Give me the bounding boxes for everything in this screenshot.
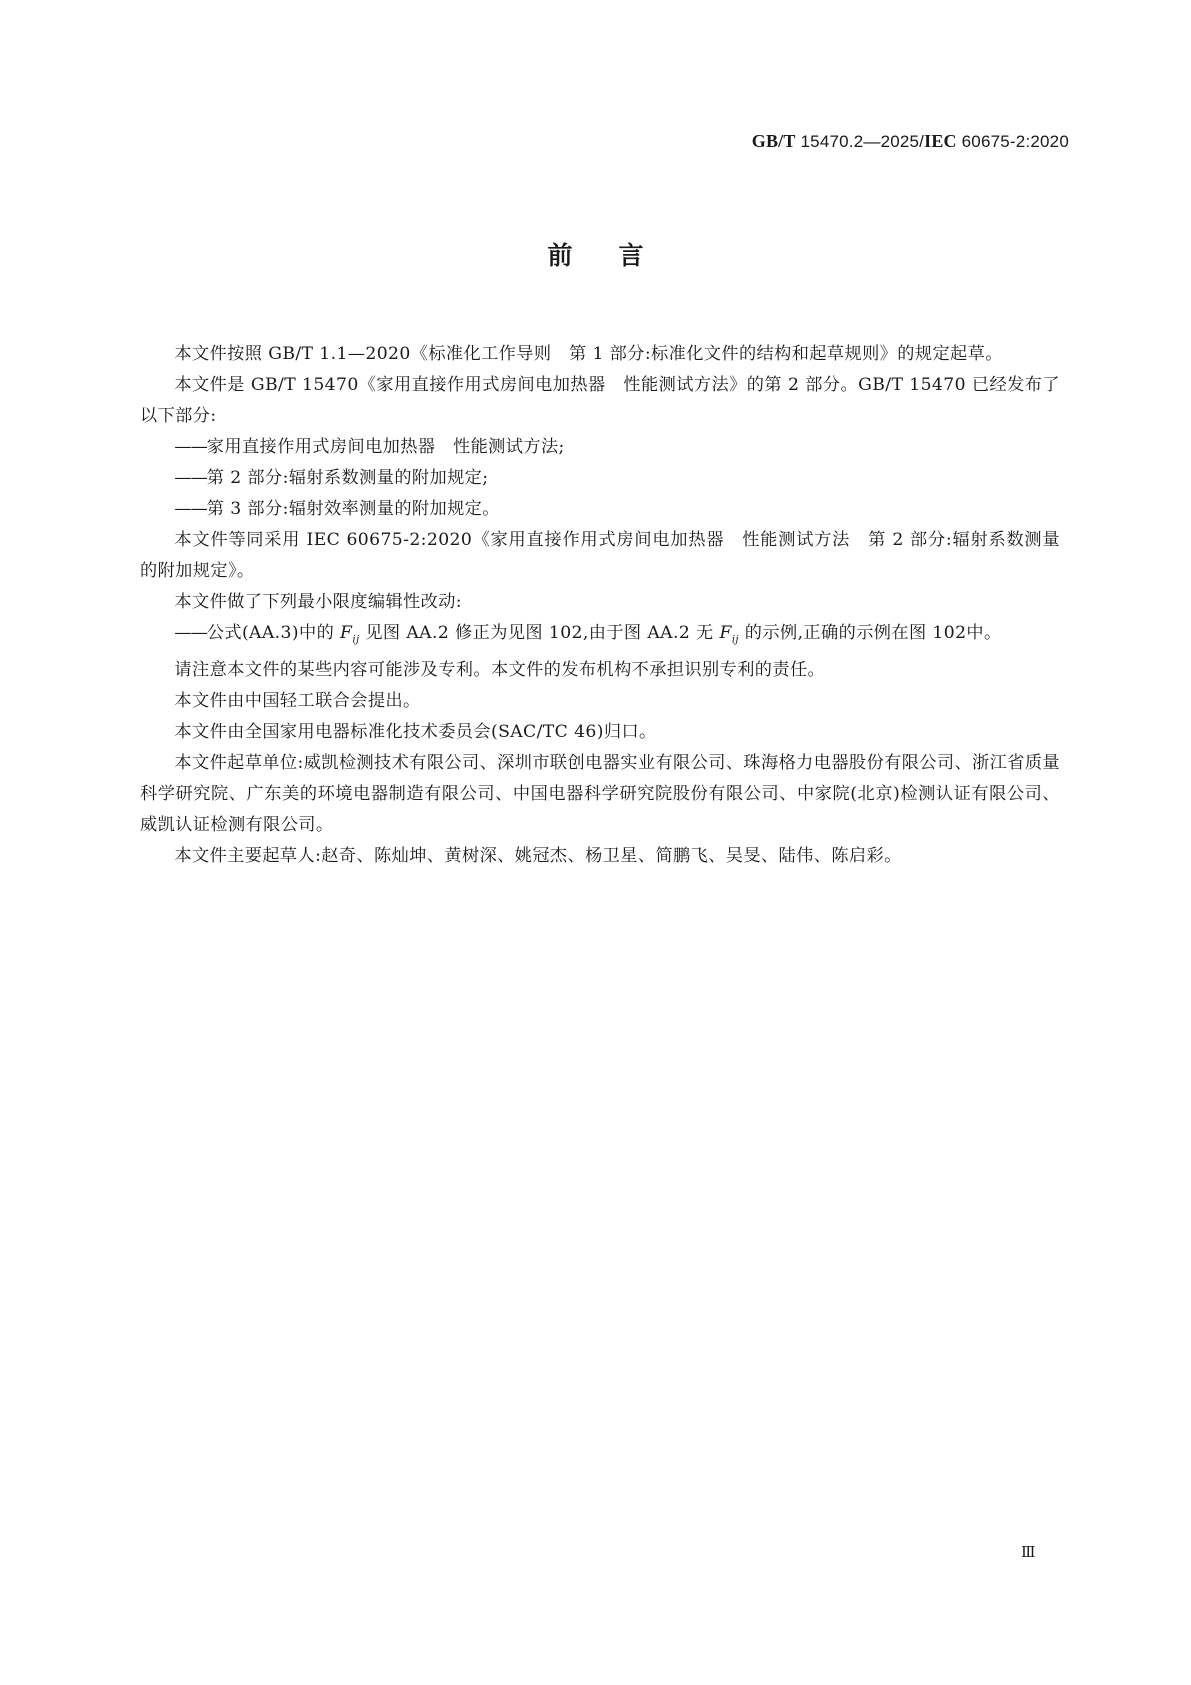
paragraph-drafting-rules: 本文件按照 GB/T 1.1—2020《标准化工作导则 第 1 部分:标准化文件的结构和起草规则》的规定起草。 bbox=[174, 344, 1003, 364]
paragraph-administered-by: 本文件由全国家用电器标准化技术委员会(SAC/TC 46)归口。 bbox=[174, 722, 657, 743]
iec-number: 60675-2:2020 bbox=[956, 132, 1069, 151]
list-item-part-1 bbox=[140, 432, 1060, 463]
paragraph-drafters: 本文件主要起草人:赵奇、陈灿坤、黄树深、姚冠杰、杨卫星、简鹏飞、吴旻、陆伟、陈启彩。 bbox=[174, 846, 902, 867]
list-item-part-2 bbox=[140, 463, 1060, 494]
standard-prefix: GB/T bbox=[751, 131, 796, 151]
change-text-3: 的示例,正确的示例在图 102中。 bbox=[738, 623, 1002, 643]
variable-f-ij bbox=[719, 623, 739, 646]
dash-marker: —— bbox=[174, 468, 207, 488]
dash-marker: —— bbox=[174, 437, 207, 457]
paragraph-series-info: 本文件是 GB/T 15470《家用直接作用式房间电加热器 性能测试方法》的第 2 部分。GB/T 15470 已经发布了以下部分: bbox=[140, 375, 1060, 426]
dash-marker: —— bbox=[174, 499, 207, 519]
list-item-part-3 bbox=[140, 494, 1060, 525]
list-item-text: 第 3 部分:辐射效率测量的附加规定。 bbox=[206, 499, 500, 519]
standard-number: 15470.2—2025/ bbox=[795, 132, 925, 151]
change-text-2: 见图 AA.2 修正为见图 102,由于图 AA.2 无 bbox=[359, 623, 720, 643]
dash-marker: —— bbox=[174, 623, 207, 643]
list-item-text: 家用直接作用式房间电加热器 性能测试方法; bbox=[206, 437, 565, 457]
variable-symbol: F bbox=[340, 623, 353, 643]
iec-prefix: IEC bbox=[924, 131, 957, 151]
paragraph-drafting-organizations: 本文件起草单位:威凯检测技术有限公司、深圳市联创电器实业有限公司、珠海格力电器股份有限公司、浙江省质量科学研究院、广东美的环境电器制造有限公司、中国电器科学研究院股份有限公司、中家院(北京)检测认证有限公司、威凯认证检测有限公司。 bbox=[140, 753, 1060, 836]
variable-subscript: ij bbox=[731, 634, 739, 646]
list-item-editorial-change bbox=[140, 618, 1060, 655]
list-item-text: 第 2 部分:辐射系数测量的附加规定; bbox=[206, 468, 489, 488]
paragraph-editorial-changes: 本文件做了下列最小限度编辑性改动: bbox=[174, 592, 462, 612]
paragraph-patent-notice: 请注意本文件的某些内容可能涉及专利。本文件的发布机构不承担识别专利的责任。 bbox=[174, 660, 826, 681]
standard-number-header bbox=[752, 131, 1069, 152]
paragraph-proposed-by: 本文件由中国轻工联合会提出。 bbox=[174, 691, 421, 712]
page-title: 前言 bbox=[547, 241, 690, 270]
change-text-1: 公式(AA.3)中的 bbox=[206, 623, 341, 643]
page-number: Ⅲ bbox=[1021, 1545, 1035, 1561]
variable-symbol: F bbox=[719, 623, 732, 643]
paragraph-equivalence: 本文件等同采用 IEC 60675-2:2020《家用直接作用式房间电加热器 性能测试方法 第 2 部分:辐射系数测量的附加规定》。 bbox=[140, 530, 1060, 581]
foreword-body bbox=[140, 339, 1060, 872]
variable-subscript: ij bbox=[352, 634, 360, 646]
variable-f-ij bbox=[340, 623, 360, 646]
